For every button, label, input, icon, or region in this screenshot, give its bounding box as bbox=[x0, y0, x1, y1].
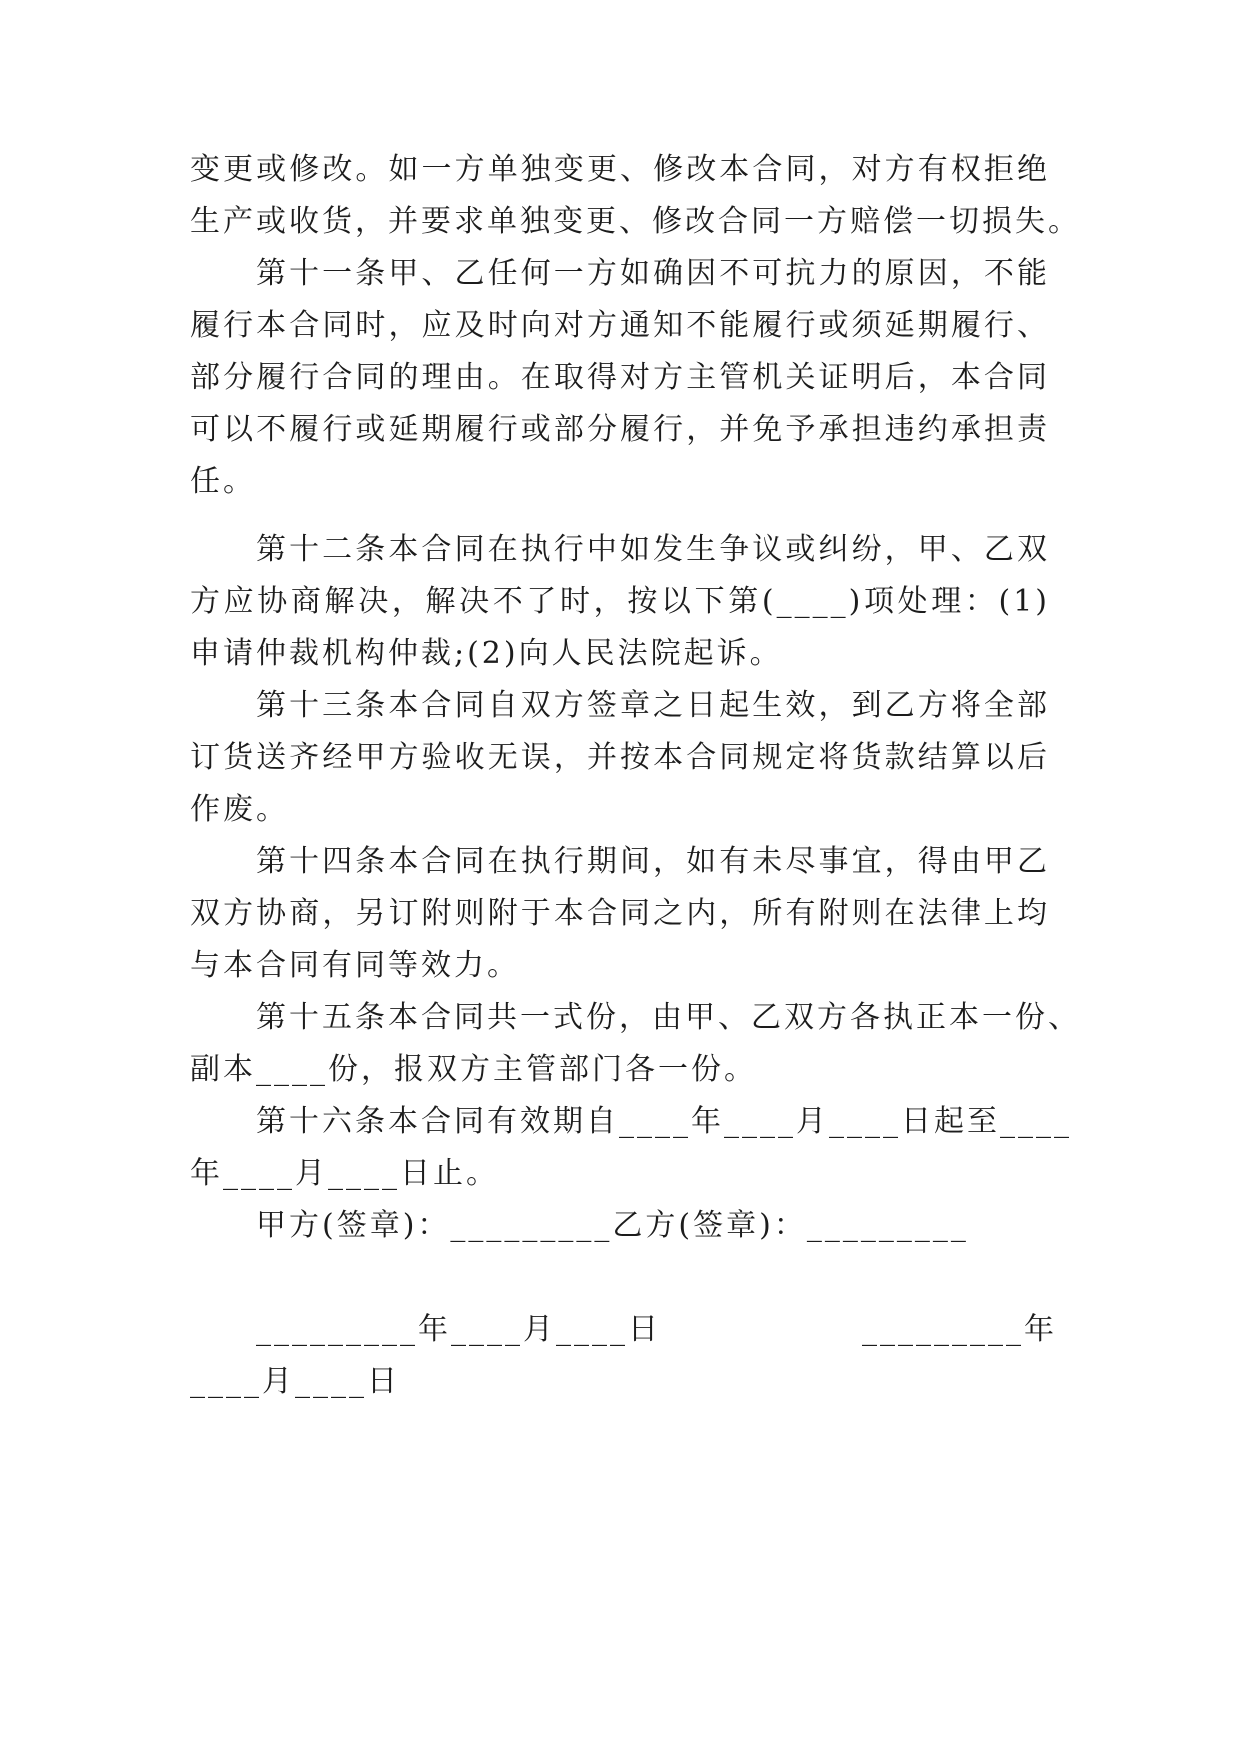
text-line: 第十二条本合同在执行中如发生争议或纠纷，甲、乙双 bbox=[256, 532, 1050, 567]
text-line: 可以不履行或延期履行或部分履行，并免予承担违约承担责 bbox=[190, 412, 1050, 447]
text-line: 第十三条本合同自双方签章之日起生效，到乙方将全部 bbox=[256, 688, 1050, 723]
text-line: 双方协商，另订附则附于本合同之内，所有附则在法律上均 bbox=[190, 896, 1050, 931]
text-line: 方应协商解决，解决不了时，按以下第(____)项处理：(1) bbox=[190, 584, 1050, 619]
text-line: 第十六条本合同有效期自____年____月____日起至____ bbox=[256, 1104, 1072, 1139]
party-b-date-line-cont: ____月____日 bbox=[190, 1364, 400, 1399]
signature-line: 甲方(签章)：_________乙方(签章)：_________ bbox=[256, 1208, 969, 1243]
text-line: 履行本合同时，应及时向对方通知不能履行或须延期履行、 bbox=[190, 308, 1050, 343]
text-line: 任。 bbox=[190, 464, 256, 499]
party-a-date-line: _________年____月____日 bbox=[256, 1312, 661, 1347]
text-line: 作废。 bbox=[190, 792, 289, 827]
text-line: 副本____份，报双方主管部门各一份。 bbox=[190, 1052, 757, 1087]
text-line: 第十四条本合同在执行期间，如有未尽事宜，得由甲乙 bbox=[256, 844, 1050, 879]
text-line: 第十五条本合同共一式份，由甲、乙双方各执正本一份、 bbox=[256, 1000, 1081, 1035]
text-line: 与本合同有同等效力。 bbox=[190, 948, 520, 983]
text-line: 订货送齐经甲方验收无误，并按本合同规定将货款结算以后 bbox=[190, 740, 1050, 775]
text-line: 年____月____日止。 bbox=[190, 1156, 499, 1191]
party-b-date-line: _________年 bbox=[862, 1312, 1057, 1347]
text-line: 生产或收货，并要求单独变更、修改合同一方赔偿一切损失。 bbox=[190, 204, 1081, 239]
text-line: 部分履行合同的理由。在取得对方主管机关证明后，本合同 bbox=[190, 360, 1050, 395]
text-line: 第十一条甲、乙任何一方如确因不可抗力的原因，不能 bbox=[256, 256, 1050, 291]
text-line: 变更或修改。如一方单独变更、修改本合同，对方有权拒绝 bbox=[190, 152, 1050, 187]
text-line: 申请仲裁机构仲裁;(2)向人民法院起诉。 bbox=[190, 636, 783, 671]
